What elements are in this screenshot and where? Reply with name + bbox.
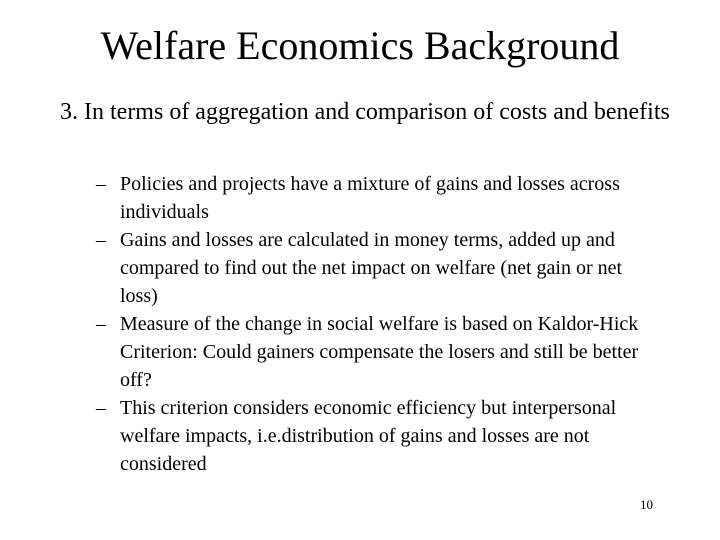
dash-bullet-icon: – [96,173,106,195]
slide-title: Welfare Economics Background [100,23,620,68]
page-number: 10 [640,497,653,512]
dash-bullet-icon: – [96,313,106,335]
main-point: 3. In terms of aggregation and comparison of costs and benefits [60,99,670,125]
bullet-item [96,226,656,310]
bullet-text: Policies and projects have a mixture of gains and losses across individuals [120,173,620,223]
dash-bullet-icon: – [96,229,106,251]
bullet-item [96,394,656,478]
bullet-list [96,170,656,478]
bullet-item [96,310,656,394]
dash-bullet-icon: – [96,397,106,419]
bullet-item [96,170,656,226]
bullet-text: This criterion considers economic efficiency but interpersonal welfare impacts, i.e.distribution of gains and losses are not considered [120,397,617,475]
bullet-text: Measure of the change in social welfare is based on Kaldor-Hick Criterion: Could gainers compensate the losers and still be better off? [120,313,639,391]
bullet-text: Gains and losses are calculated in money terms, added up and compared to find out the net impact on welfare (net gain or net loss) [120,229,623,307]
